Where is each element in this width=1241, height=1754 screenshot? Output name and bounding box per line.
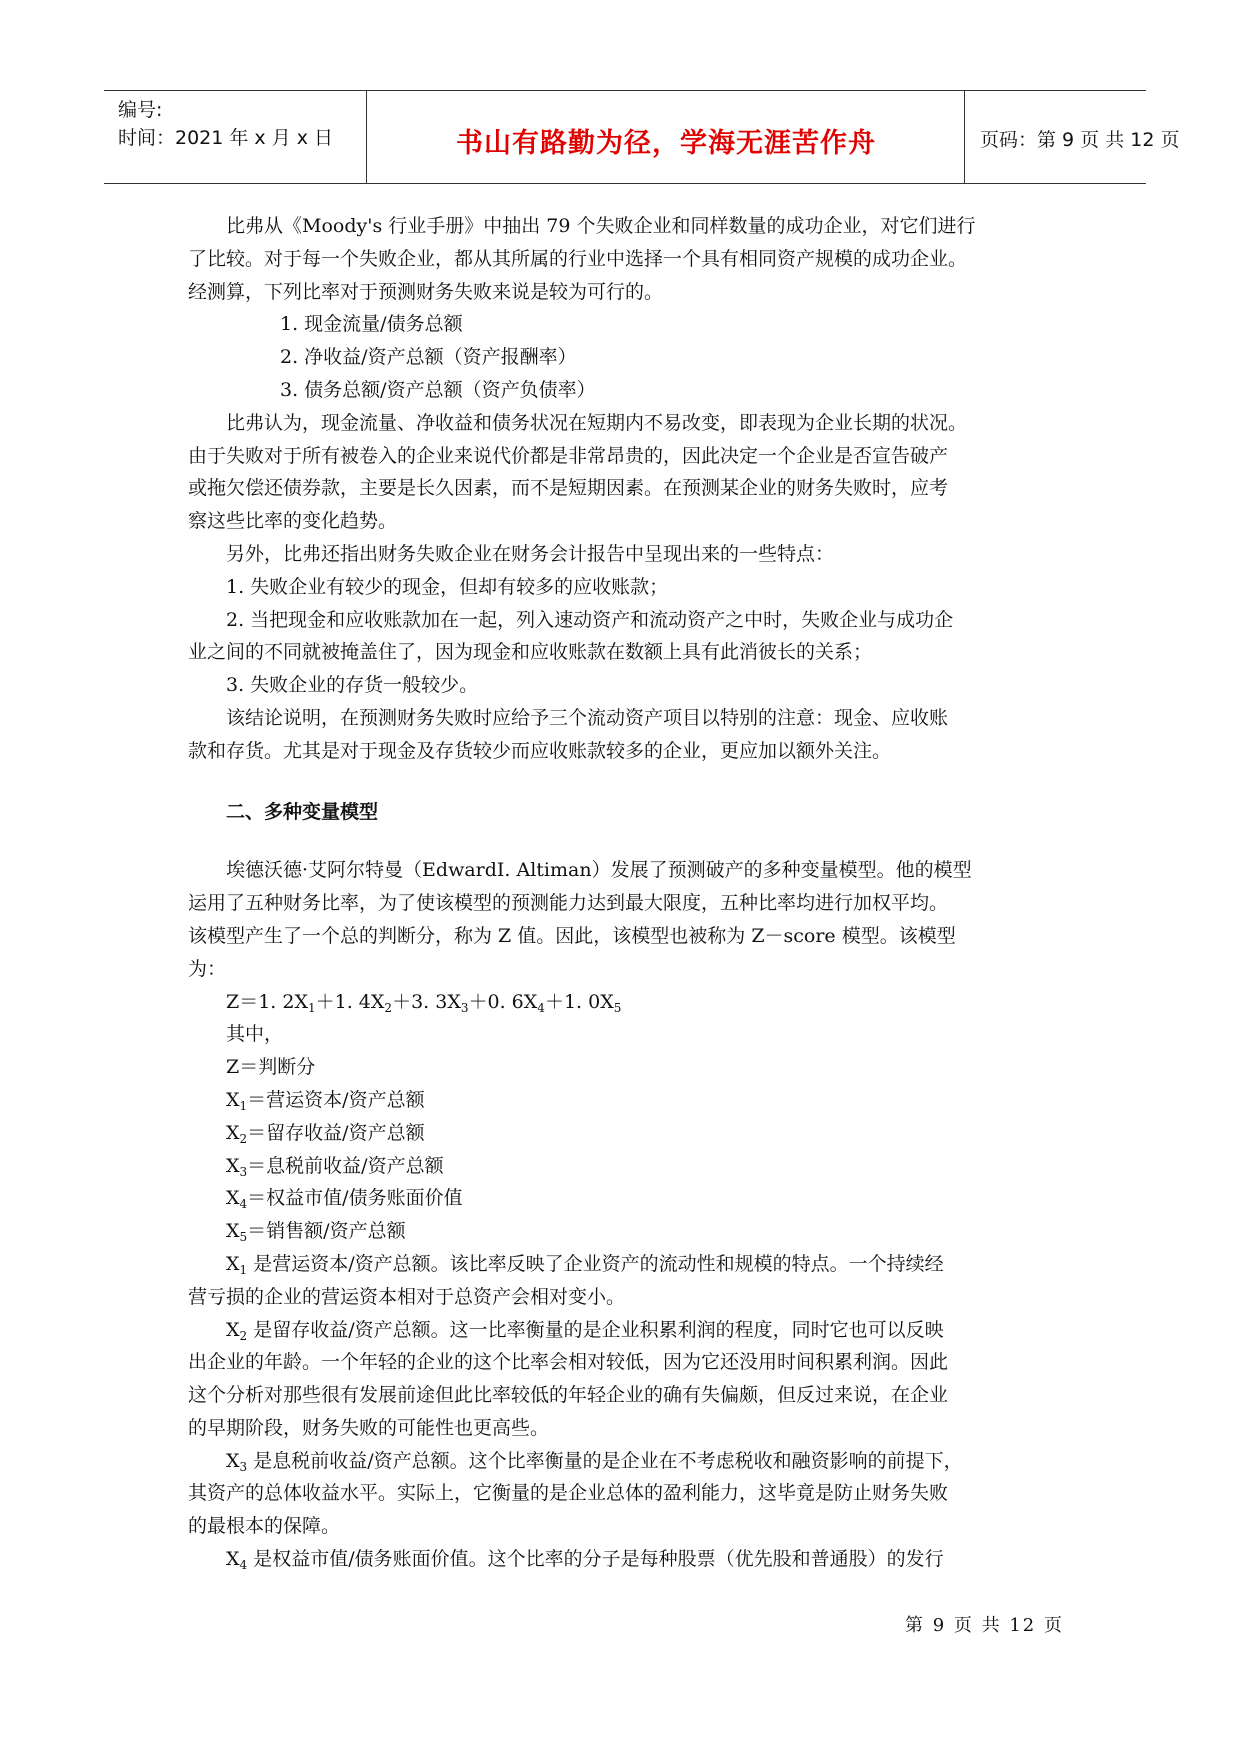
section-heading: 二、多种变量模型: [226, 800, 379, 823]
var-subscript: 2: [239, 1328, 248, 1343]
variable-definition: [188, 1215, 1060, 1248]
ratio-item: 1. 现金流量/债务总额: [280, 313, 463, 336]
ratio-item: 2. 净收益/资产总额（资产报酬率）: [280, 346, 577, 369]
z-definition: Z＝判断分: [226, 1056, 316, 1079]
var-symbol: X: [226, 1187, 240, 1210]
paragraph-line: 比弗认为，现金流量、净收益和债务状况在短期内不易改变，即表现为企业长期的状况。: [226, 411, 968, 434]
spacer: [188, 768, 1060, 796]
var-text: ＝销售额/资产总额: [247, 1220, 406, 1243]
var-symbol: X: [226, 1121, 240, 1144]
formula-part: ＋1. 0X: [544, 990, 614, 1013]
paragraph-line: 运用了五种财务比率，为了使该模型的预测能力达到最大限度，五种比率均进行加权平均。: [188, 892, 949, 915]
paragraph-line: 其资产的总体收益水平。实际上，它衡量的是企业总体的盈利能力，这毕竟是防止财务失败: [188, 1482, 949, 1505]
paragraph-line: 比弗从《Moody's 行业手册》中抽出 79 个失败企业和同样数量的成功企业，对它们进行: [226, 215, 976, 237]
formula-subscript: 2: [384, 1000, 393, 1015]
doc-number-label: 编号:: [118, 99, 163, 121]
formula-subscript: 4: [537, 1000, 545, 1015]
paragraph-line: 埃德沃德·艾阿尔特曼（EdwardI. Altiman）发展了预测破产的多种变量模型。他的模型: [226, 859, 972, 882]
formula-subscript: 1: [307, 1000, 316, 1015]
feature-item: 3. 失败企业的存货一般较少。: [226, 674, 479, 697]
document-body: [188, 210, 1060, 1576]
paragraph-line: 察这些比率的变化趋势。: [188, 510, 398, 533]
formula-part: Z＝1. 2X: [226, 990, 308, 1013]
formula-part: ＋0. 6X: [468, 990, 538, 1013]
page-code: 页码：第 9 页 共 12 页: [980, 129, 1180, 151]
paragraph-text: 是权益市值/债务账面价值。这个比率的分子是每种股票（优先股和普通股）的发行: [247, 1548, 944, 1571]
var-subscript: 3: [239, 1459, 248, 1474]
paragraph-line: 的早期阶段，财务失败的可能性也更高些。: [188, 1416, 550, 1439]
doc-date: 时间：2021 年 x 月 x 日: [118, 127, 334, 149]
var-subscript: 4: [239, 1558, 248, 1573]
paragraph-text: 是营运资本/资产总额。该比率反映了企业资产的流动性和规模的特点。一个持续经: [247, 1252, 944, 1275]
paragraph-line: 为：: [188, 957, 227, 980]
paragraph-line: 经测算，下列比率对于预测财务失败来说是较为可行的。: [188, 280, 664, 303]
paragraph-line: 该结论说明，在预测财务失败时应给予三个流动资产项目以特别的注意：现金、应收账: [226, 706, 949, 729]
variable-definition: [188, 1117, 1060, 1150]
paragraph-line: 另外，比弗还指出财务失败企业在财务会计报告中呈现出来的一些特点：: [226, 542, 835, 565]
var-symbol: X: [226, 1154, 240, 1177]
variable-definition: [188, 1084, 1060, 1117]
var-subscript: 1: [239, 1098, 248, 1113]
page-footer: 第 9 页 共 12 页: [905, 1615, 1064, 1636]
paragraph-line: 由于失败对于所有被卷入的企业来说代价都是非常昂贵的，因此决定一个企业是否宣告破产: [188, 444, 949, 467]
page-header: [104, 90, 1180, 184]
var-subscript: 4: [239, 1197, 248, 1212]
spacer: [188, 828, 1060, 854]
where-label: 其中，: [226, 1023, 284, 1046]
paragraph-text: 是息税前收益/资产总额。这个比率衡量的是企业在不考虑税收和融资影响的前提下，: [247, 1449, 963, 1472]
feature-item: 1. 失败企业有较少的现金，但却有较多的应收账款；: [226, 575, 669, 598]
var-symbol: X: [226, 1252, 240, 1275]
var-subscript: 1: [239, 1262, 248, 1277]
variable-definition: [188, 1182, 1060, 1215]
var-subscript: 5: [239, 1230, 248, 1245]
formula-subscript: 5: [613, 1000, 622, 1015]
header-motto-cell: [368, 91, 965, 183]
feature-item-cont: 业之间的不同就被掩盖住了，因为现金和应收账款在数额上具有此消彼长的关系；: [188, 641, 873, 664]
header-page-cell: [966, 91, 1180, 183]
z-formula: [188, 986, 1060, 1019]
formula-subscript: 3: [460, 1000, 469, 1015]
ratio-item: 3. 债务总额/资产总额（资产负债率）: [280, 378, 596, 401]
var-symbol: X: [226, 1220, 240, 1243]
paragraph-line: [188, 1314, 1060, 1347]
var-subscript: 2: [239, 1131, 248, 1146]
paragraph-line: [188, 1445, 1060, 1478]
paragraph-line: [188, 1543, 1060, 1576]
motto: 书山有路勤为径，学海无涯苦作舟: [456, 128, 876, 159]
var-symbol: X: [226, 1548, 240, 1571]
var-text: ＝营运资本/资产总额: [247, 1088, 425, 1111]
var-symbol: X: [226, 1088, 240, 1111]
paragraph-text: 是留存收益/资产总额。这一比率衡量的是企业积累利润的程度，同时它也可以反映: [247, 1318, 944, 1341]
paragraph-line: 出企业的年龄。一个年轻的企业的这个比率会相对较低，因为它还没用时间积累利润。因此: [188, 1351, 949, 1374]
formula-part: ＋3. 3X: [392, 990, 461, 1013]
var-text: ＝息税前收益/资产总额: [247, 1154, 444, 1177]
feature-item: 2. 当把现金和应收账款加在一起，列入速动资产和流动资产之中时，失败企业与成功企: [226, 608, 954, 631]
formula-part: ＋1. 4X: [315, 990, 385, 1013]
paragraph-line: 款和存货。尤其是对于现金及存货较少而应收账款较多的企业，更应加以额外关注。: [188, 739, 892, 762]
variable-definition: [188, 1150, 1060, 1183]
paragraph-line: 该模型产生了一个总的判断分，称为 Z 值。因此，该模型也被称为 Z－score 模型。该模型: [188, 924, 956, 947]
paragraph-line: 或拖欠偿还债券款，主要是长久因素，而不是短期因素。在预测某企业的财务失败时，应考: [188, 477, 949, 500]
paragraph-line: 了比较。对于每一个失败企业，都从其所属的行业中选择一个具有相同资产规模的成功企业。: [188, 247, 968, 270]
paragraph-line: 这个分析对那些很有发展前途但此比率较低的年轻企业的确有失偏颇，但反过来说，在企业: [188, 1384, 949, 1407]
var-symbol: X: [226, 1318, 240, 1341]
var-symbol: X: [226, 1449, 240, 1472]
var-subscript: 3: [239, 1164, 248, 1179]
header-meta: [104, 91, 367, 183]
paragraph-line: 的最根本的保障。: [188, 1515, 341, 1538]
var-text: ＝留存收益/资产总额: [247, 1121, 425, 1144]
paragraph-line: [188, 1248, 1060, 1281]
var-text: ＝权益市值/债务账面价值: [247, 1187, 463, 1210]
paragraph-line: 营亏损的企业的营运资本相对于总资产会相对变小。: [188, 1285, 626, 1308]
